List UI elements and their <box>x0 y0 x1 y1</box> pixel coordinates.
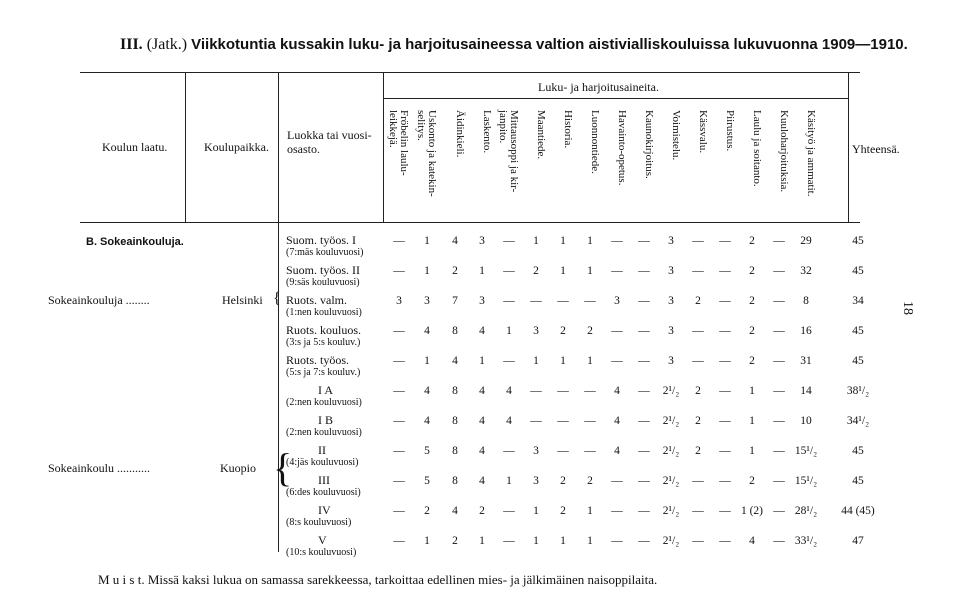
total-cell: 45 <box>852 445 864 457</box>
table-cell: 4 <box>452 235 458 247</box>
table-cell: — <box>611 535 623 547</box>
brace-kuopio: { <box>273 445 293 490</box>
table-cell: — <box>773 265 785 277</box>
class-name: V <box>318 533 327 547</box>
table-cell: — <box>584 445 596 457</box>
table-cell: — <box>611 355 623 367</box>
table-cell: 1 <box>479 535 485 547</box>
subject-header: Luonnontiede. <box>589 110 601 174</box>
table-cell: — <box>393 355 405 367</box>
divider-yhteensa <box>848 72 849 222</box>
table-cell: 1 <box>479 355 485 367</box>
table-cell: 8 <box>452 385 458 397</box>
subject-header: Voimistelu. <box>670 110 682 161</box>
table-cell: — <box>530 295 542 307</box>
table-cell: 3 <box>479 235 485 247</box>
table-cell: 1 <box>533 235 539 247</box>
table-cell: — <box>719 265 731 277</box>
table-cell: — <box>638 415 650 427</box>
table-cell: 3 <box>614 295 620 307</box>
table-cell: 1 <box>587 235 593 247</box>
table-cell: 2 <box>749 235 755 247</box>
subject-header: Mittausoppi ja kir- janpito. <box>497 110 520 193</box>
table-cell: 1 <box>749 445 755 457</box>
table-cell: — <box>611 475 623 487</box>
table-cell: — <box>773 235 785 247</box>
table-cell: 31 <box>800 355 812 367</box>
class-name: Ruots. työos. <box>286 353 350 367</box>
table-cell: 2 <box>749 475 755 487</box>
class-subtitle: (2:nen kouluvuosi) <box>286 397 362 408</box>
table-cell: 1 <box>749 415 755 427</box>
table-cell: — <box>557 415 569 427</box>
table-cell: 3 <box>533 325 539 337</box>
table-cell: 4 <box>452 505 458 517</box>
page-title <box>120 36 908 54</box>
table-cell: — <box>773 535 785 547</box>
table-cell: 1 <box>506 325 512 337</box>
class-subtitle: (9:säs kouluvuosi) <box>286 277 360 288</box>
table-cell: 15¹/₂ <box>794 445 818 457</box>
subject-header: Piirustus. <box>724 110 736 152</box>
table-cell: 33¹/₂ <box>794 535 818 547</box>
subject-header: Kaunokirjoitus. <box>643 110 655 179</box>
table-cell: 4 <box>479 415 485 427</box>
table-cell: 8 <box>452 325 458 337</box>
table-cell: 1 (2) <box>740 505 764 517</box>
table-cell: 4 <box>614 415 620 427</box>
table-cell: — <box>503 295 515 307</box>
table-cell: — <box>503 535 515 547</box>
table-cell: — <box>393 445 405 457</box>
table-cell: 1 <box>560 235 566 247</box>
table-cell: — <box>557 445 569 457</box>
brace-helsinki: { <box>273 290 281 307</box>
table-cell: — <box>638 535 650 547</box>
table-cell: 1 <box>424 355 430 367</box>
table-cell: 8 <box>803 295 809 307</box>
class-name: III <box>318 473 330 487</box>
table-top-rule <box>80 72 860 73</box>
table-cell: 2 <box>452 535 458 547</box>
table-cell: — <box>584 385 596 397</box>
table-cell: — <box>503 355 515 367</box>
class-name: Suom. työos. I <box>286 233 357 247</box>
table-cell: 3 <box>668 235 674 247</box>
table-cell: — <box>393 475 405 487</box>
header-bottom-rule <box>80 222 860 223</box>
table-cell: 1 <box>479 265 485 277</box>
table-cell: 4 <box>479 325 485 337</box>
table-cell: — <box>611 265 623 277</box>
group-header-rule <box>383 98 848 99</box>
table-cell: 2 <box>695 415 701 427</box>
table-cell: — <box>611 325 623 337</box>
table-cell: — <box>719 355 731 367</box>
class-subtitle: (6:des kouluvuosi) <box>286 487 361 498</box>
table-cell: 5 <box>424 445 430 457</box>
table-cell: — <box>638 295 650 307</box>
page-number: 18 <box>900 301 915 315</box>
total-cell: 38¹/₂ <box>846 385 870 397</box>
subject-header: Maantiede. <box>535 110 547 160</box>
table-cell: 3 <box>479 295 485 307</box>
class-subtitle: (1:nen kouluvuosi) <box>286 307 362 318</box>
table-cell: 3 <box>668 355 674 367</box>
table-cell: — <box>611 235 623 247</box>
table-cell: 16 <box>800 325 812 337</box>
table-cell: — <box>773 325 785 337</box>
total-cell: 45 <box>852 475 864 487</box>
table-cell: — <box>692 265 704 277</box>
table-cell: — <box>719 385 731 397</box>
table-cell: — <box>719 295 731 307</box>
table-cell: 1 <box>749 385 755 397</box>
footnote: M u i s t. Missä kaksi lukua on samassa sarekkeessa, tarkoittaa edellinen mies- ja jälkimäinen naisoppilaita. <box>98 572 658 587</box>
header-yhteensa: Yhteensä. <box>852 142 900 156</box>
class-subtitle: (7:mäs kouluvuosi) <box>286 247 364 258</box>
table-cell: 5 <box>424 475 430 487</box>
table-cell: — <box>692 475 704 487</box>
title-jatk: (Jatk.) <box>146 36 188 53</box>
group-school-helsinki: Sokeainkouluja ........ <box>48 293 150 307</box>
table-cell: 8 <box>452 415 458 427</box>
table-cell: 3 <box>668 265 674 277</box>
class-name: Ruots. valm. <box>286 293 348 307</box>
table-cell: — <box>503 265 515 277</box>
class-subtitle: (2:nen kouluvuosi) <box>286 427 362 438</box>
class-name: IV <box>318 503 331 517</box>
table-cell: — <box>393 535 405 547</box>
subject-header: Laulu ja soitanto. <box>751 110 763 187</box>
table-cell: 4 <box>424 325 430 337</box>
table-cell: 29 <box>800 235 812 247</box>
class-subtitle: (4:jäs kouluvuosi) <box>286 457 359 468</box>
table-cell: — <box>638 445 650 457</box>
table-cell: 1 <box>533 505 539 517</box>
table-cell: — <box>692 355 704 367</box>
table-cell: 1 <box>533 355 539 367</box>
table-cell: 2¹/₂ <box>662 415 680 427</box>
table-cell: — <box>393 265 405 277</box>
table-cell: 14 <box>800 385 812 397</box>
table-cell: 15¹/₂ <box>794 475 818 487</box>
table-cell: 10 <box>800 415 812 427</box>
table-cell: 2 <box>560 325 566 337</box>
table-cell: 28¹/₂ <box>794 505 818 517</box>
table-cell: — <box>773 415 785 427</box>
table-cell: — <box>773 295 785 307</box>
subject-header: Äidinkieli. <box>454 110 466 158</box>
table-cell: 4 <box>424 415 430 427</box>
table-cell: — <box>638 325 650 337</box>
table-cell: — <box>611 505 623 517</box>
table-cell: — <box>393 235 405 247</box>
table-cell: 2¹/₂ <box>662 385 680 397</box>
table-cell: — <box>719 475 731 487</box>
table-cell: 1 <box>587 265 593 277</box>
divider-koulupaikka <box>185 72 186 222</box>
header-koulupaikka: Koulupaikka. <box>204 140 269 154</box>
title-prefix: III. <box>120 36 143 53</box>
table-cell: 2¹/₂ <box>662 445 680 457</box>
subject-header: Uskonto ja katekin- selitys. <box>415 110 438 197</box>
table-cell: 1 <box>587 505 593 517</box>
table-cell: — <box>719 535 731 547</box>
table-cell: — <box>557 295 569 307</box>
table-cell: 1 <box>533 535 539 547</box>
total-cell: 45 <box>852 355 864 367</box>
table-cell: 8 <box>452 445 458 457</box>
table-cell: 3 <box>668 295 674 307</box>
table-cell: 4 <box>749 535 755 547</box>
table-cell: — <box>773 385 785 397</box>
class-subtitle: (8:s kouluvuosi) <box>286 517 352 528</box>
table-cell: — <box>557 385 569 397</box>
table-cell: 1 <box>424 265 430 277</box>
table-cell: 2 <box>749 325 755 337</box>
header-luokka: Luokka tai vuosi- osasto. <box>287 128 372 156</box>
table-cell: — <box>773 475 785 487</box>
total-cell: 34¹/₂ <box>846 415 870 427</box>
header-group: Luku- ja harjoitusaineita. <box>538 80 659 94</box>
table-cell: — <box>503 235 515 247</box>
group-school-label: Sokeainkoulu <box>48 461 114 475</box>
total-cell: 45 <box>852 235 864 247</box>
group-school-kuopio: Sokeainkoulu ........... <box>48 461 150 475</box>
table-cell: 7 <box>452 295 458 307</box>
table-cell: — <box>692 235 704 247</box>
total-cell: 45 <box>852 265 864 277</box>
table-cell: — <box>719 325 731 337</box>
subject-header: Kuuloharjoituksia. <box>778 110 790 193</box>
table-cell: 1 <box>506 475 512 487</box>
table-cell: 2 <box>587 325 593 337</box>
table-cell: 4 <box>506 385 512 397</box>
table-cell: 2 <box>749 265 755 277</box>
section-title: B. Sokeainkouluja. <box>86 236 184 248</box>
table-cell: 4 <box>506 415 512 427</box>
table-cell: 4 <box>424 385 430 397</box>
table-cell: — <box>530 415 542 427</box>
table-cell: — <box>638 235 650 247</box>
table-cell: — <box>719 445 731 457</box>
table-cell: 32 <box>800 265 812 277</box>
title-text: Viikkotuntia kussakin luku- ja harjoitusaineessa valtion aistivialliskouluissa lukuvuonna 1909—1910. <box>191 36 908 53</box>
table-cell: — <box>393 505 405 517</box>
table-cell: 2 <box>424 505 430 517</box>
class-subtitle: (5:s ja 7:s kouluv.) <box>286 367 361 378</box>
table-cell: 1 <box>587 355 593 367</box>
total-cell: 47 <box>852 535 864 547</box>
table-cell: 1 <box>424 235 430 247</box>
table-cell: 3 <box>396 295 402 307</box>
table-cell: 4 <box>479 445 485 457</box>
table-cell: 3 <box>424 295 430 307</box>
table-cell: 3 <box>668 325 674 337</box>
table-cell: — <box>530 385 542 397</box>
subject-header: Laskento. <box>481 110 493 154</box>
table-cell: — <box>393 415 405 427</box>
table-cell: — <box>638 505 650 517</box>
table-cell: — <box>638 475 650 487</box>
class-subtitle: (10:s kouluvuosi) <box>286 547 357 558</box>
subject-header: Kässvalu. <box>697 110 709 154</box>
table-cell: 4 <box>479 385 485 397</box>
table-cell: 2 <box>560 505 566 517</box>
table-cell: — <box>773 355 785 367</box>
table-cell: — <box>393 385 405 397</box>
table-cell: 2 <box>533 265 539 277</box>
table-cell: 2¹/₂ <box>662 505 680 517</box>
subject-header: Havainto-opetus. <box>616 110 628 186</box>
table-cell: — <box>692 535 704 547</box>
class-name: Ruots. kouluos. <box>286 323 362 337</box>
table-cell: — <box>719 415 731 427</box>
table-cell: — <box>584 295 596 307</box>
class-subtitle: (3:s ja 5:s kouluv.) <box>286 337 361 348</box>
table-cell: 2¹/₂ <box>662 475 680 487</box>
table-cell: 8 <box>452 475 458 487</box>
table-cell: 2 <box>695 385 701 397</box>
table-cell: 2 <box>452 265 458 277</box>
table-cell: 2 <box>695 295 701 307</box>
divider-subjects <box>383 72 384 222</box>
table-cell: — <box>503 505 515 517</box>
table-cell: 2 <box>695 445 701 457</box>
table-cell: 4 <box>479 475 485 487</box>
table-cell: — <box>638 385 650 397</box>
table-cell: — <box>719 505 731 517</box>
class-name: Suom. työos. II <box>286 263 361 277</box>
group-place-kuopio: Kuopio <box>220 461 256 475</box>
table-cell: 4 <box>614 385 620 397</box>
table-cell: — <box>393 325 405 337</box>
class-name: I A <box>318 383 333 397</box>
table-cell: — <box>773 505 785 517</box>
table-cell: 1 <box>560 535 566 547</box>
table-cell: 1 <box>560 355 566 367</box>
table-cell: 1 <box>587 535 593 547</box>
table-cell: 1 <box>424 535 430 547</box>
table-cell: 2 <box>587 475 593 487</box>
table-cell: — <box>638 265 650 277</box>
table-cell: — <box>503 445 515 457</box>
class-name: I B <box>318 413 333 427</box>
table-cell: 2 <box>479 505 485 517</box>
table-cell: 1 <box>560 265 566 277</box>
table-cell: 2¹/₂ <box>662 535 680 547</box>
table-cell: 2 <box>560 475 566 487</box>
table-cell: — <box>719 235 731 247</box>
table-cell: 2 <box>749 295 755 307</box>
table-cell: — <box>773 445 785 457</box>
header-koulun-laatu: Koulun laatu. <box>102 140 168 154</box>
subject-header: Käsityö ja ammatit. <box>805 110 817 197</box>
total-cell: 34 <box>852 295 864 307</box>
table-cell: — <box>584 415 596 427</box>
group-school-label: Sokeainkouluja <box>48 293 123 307</box>
subject-header: Historia. <box>562 110 574 149</box>
group-place-helsinki: Helsinki <box>222 293 263 307</box>
table-cell: — <box>692 325 704 337</box>
table-cell: 3 <box>533 445 539 457</box>
table-cell: — <box>638 355 650 367</box>
table-cell: 3 <box>533 475 539 487</box>
table-cell: 4 <box>614 445 620 457</box>
table-cell: — <box>692 505 704 517</box>
total-cell: 45 <box>852 325 864 337</box>
total-cell: 44 (45) <box>841 505 875 517</box>
table-cell: 2 <box>749 355 755 367</box>
subject-header: Fröbelin laulu- leikkejä. <box>387 110 410 176</box>
class-name: II <box>318 443 326 457</box>
table-cell: 4 <box>452 355 458 367</box>
